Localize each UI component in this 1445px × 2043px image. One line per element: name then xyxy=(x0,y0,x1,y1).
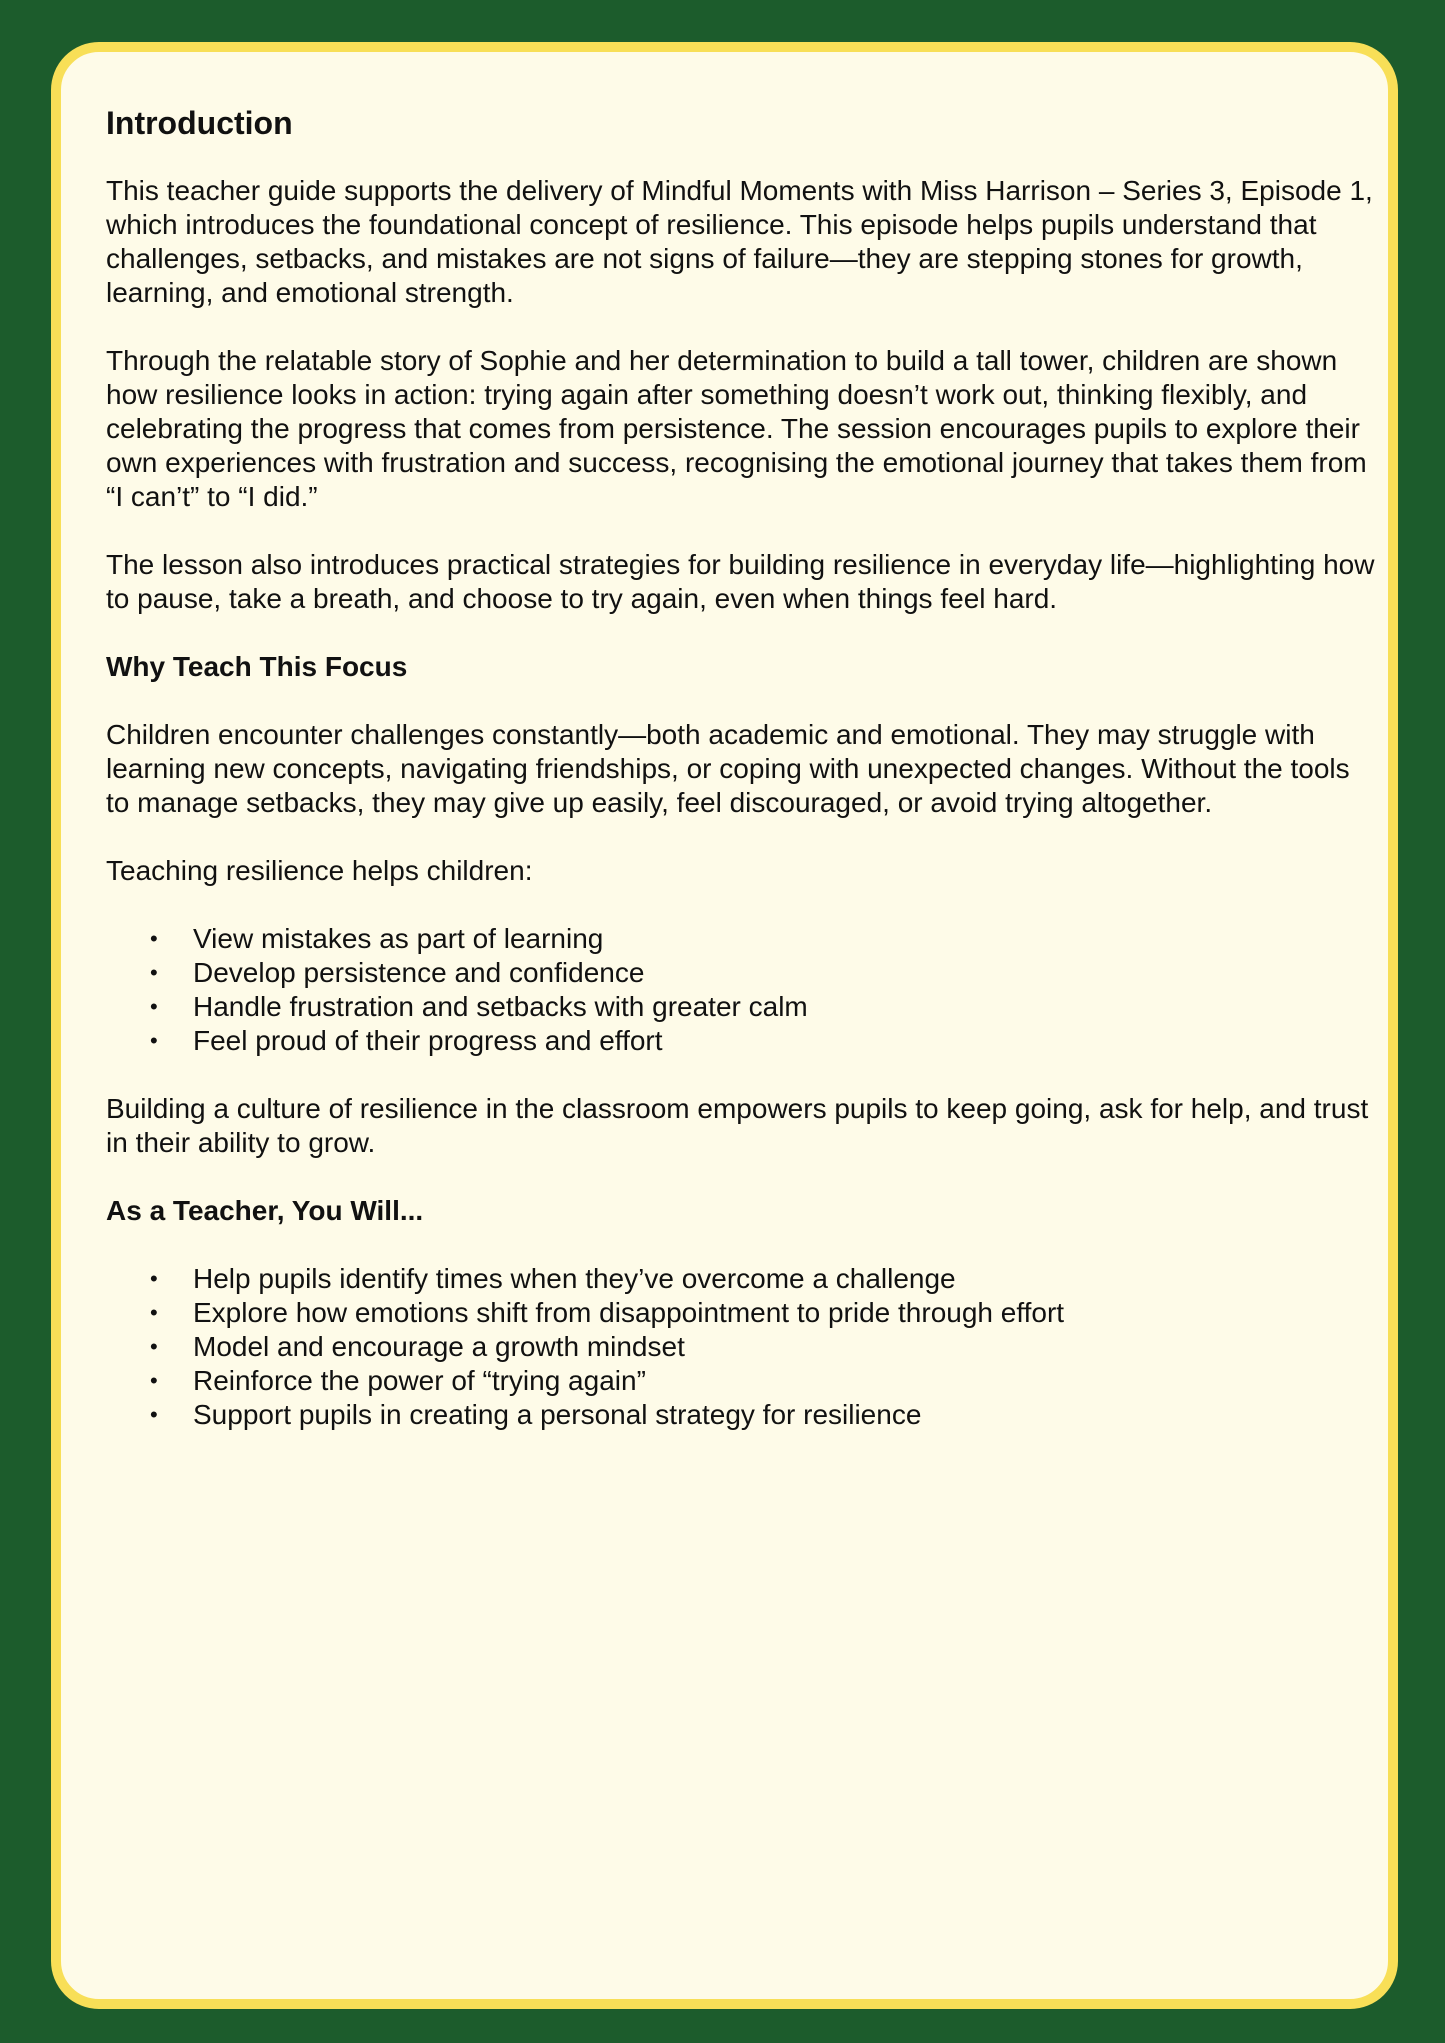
bullet-icon: • xyxy=(150,926,158,951)
list-item: • Handle frustration and setbacks with greater calm xyxy=(150,991,808,1022)
list-item: • Support pupils in creating a personal strategy for resilience xyxy=(150,1399,922,1430)
list-item: • Develop persistence and confidence xyxy=(150,957,645,988)
list-item: • Reinforce the power of “trying again” xyxy=(150,1365,646,1396)
why-teach-heading: Why Teach This Focus xyxy=(106,651,408,682)
introduction-heading: Introduction xyxy=(106,105,293,141)
document-content xyxy=(106,106,1376,1432)
teacher-heading: As a Teacher, You Will... xyxy=(106,1195,424,1226)
bullet-icon: • xyxy=(150,1028,158,1053)
benefits-list xyxy=(106,922,1376,1058)
benefits-list-intro: Teaching resilience helps children: xyxy=(106,855,533,886)
document-card xyxy=(51,42,1398,2009)
bullet-icon: • xyxy=(150,1402,158,1427)
list-item: • Feel proud of their progress and effort xyxy=(150,1025,663,1056)
intro-paragraph-2: Through the relatable story of Sophie and her determination to build a tall tower, children are shown how resilience looks in action: trying again after something doesn’t work out, thinking flexibly, and celebrating the progress that comes from persistence. The session encourages pupils to explore their own experiences with frustration and success, recognising the emotional journey that takes them from “I can’t” to “I did.” xyxy=(106,345,1367,512)
bullet-icon: • xyxy=(150,1368,158,1393)
culture-paragraph: Building a culture of resilience in the classroom empowers pupils to keep going, ask for help, and trust in their ability to grow. xyxy=(106,1093,1369,1158)
list-item: • Model and encourage a growth mindset xyxy=(150,1331,685,1362)
bullet-icon: • xyxy=(150,1300,158,1325)
bullet-icon: • xyxy=(150,960,158,985)
intro-paragraph-1: This teacher guide supports the delivery of Mindful Moments with Miss Harrison – Series 3, Episode 1, which introduces the foundational concept of resilience. This episode helps pupils understand that challenges, setbacks, and mistakes are not signs of failure—they are stepping stones for growth, learning, and emotional strength. xyxy=(106,175,1373,308)
bullet-icon: • xyxy=(150,994,158,1019)
list-item: • Explore how emotions shift from disappointment to pride through effort xyxy=(150,1297,1065,1328)
intro-paragraph-3: The lesson also introduces practical strategies for building resilience in everyday life—highlighting how to pause, take a breath, and choose to try again, even when things feel hard. xyxy=(106,549,1375,614)
why-teach-paragraph: Children encounter challenges constantly—both academic and emotional. They may struggle with learning new concepts, navigating friendships, or coping with unexpected changes. Without the tools to manage setbacks, they may give up easily, feel discouraged, or avoid trying altogether. xyxy=(106,719,1350,818)
list-item: • View mistakes as part of learning xyxy=(150,923,604,954)
bullet-icon: • xyxy=(150,1266,158,1291)
bullet-icon: • xyxy=(150,1334,158,1359)
teacher-list xyxy=(106,1262,1376,1432)
list-item: • Help pupils identify times when they’ve overcome a challenge xyxy=(150,1263,956,1294)
